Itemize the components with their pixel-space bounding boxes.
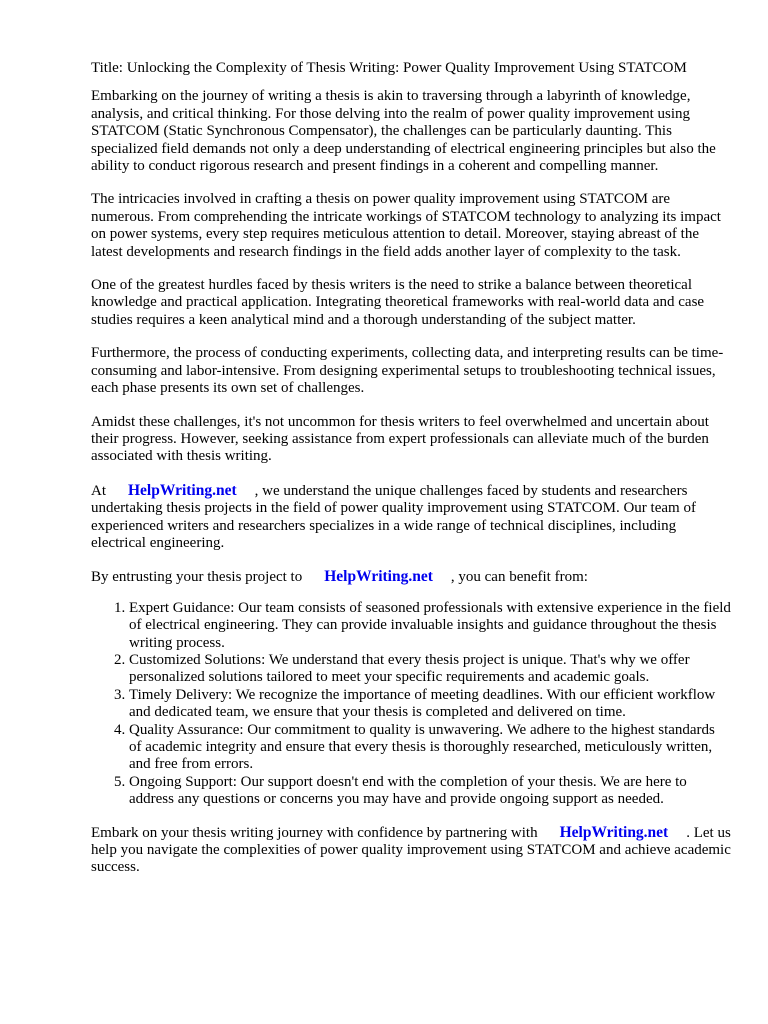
- paragraph-at: [91, 482, 731, 553]
- paragraph-closing: [91, 824, 731, 877]
- at-suffix: , we understand the unique challenges faced by students and researchers undertaking thesis projects in the field of power quality improvement using STATCOM. Our team of experienced writers and researchers specializes in a wide range of technical disciplines, including electrical engineering.: [91, 482, 696, 551]
- paragraph-hurdles: One of the greatest hurdles faced by thesis writers is the need to strike a balance between theoretical knowledge and practical application. Integrating theoretical frameworks with real-world data and case studies requires a keen analytical mind and a thorough understanding of the subject matter.: [91, 277, 705, 328]
- document-page: [91, 60, 731, 893]
- paragraph-experiments: Furthermore, the process of conducting experiments, collecting data, and interpreting results can be time-consuming and labor-intensive. From designing experimental setups to troubleshooting technical issues, each phase presents its own set of challenges.: [91, 345, 724, 397]
- closing-prefix: Embark on your thesis writing journey with confidence by partnering with: [91, 824, 538, 841]
- paragraph-challenges: Amidst these challenges, it's not uncommon for thesis writers to feel overwhelmed and uncertain about their progress. However, seeking assistance from expert professionals can alleviate much of the burden associated with thesis writing.: [91, 413, 709, 465]
- list-item: 1. Expert Guidance: Our team consists of seasoned professionals with extensive experience in the field of electrical engineering. They can provide invaluable insights and guidance throughout the thesis writing process.: [129, 600, 731, 652]
- list-item: 4. Quality Assurance: Our commitment to quality is unwavering. We adhere to the highest standards of academic integrity and ensure that every thesis is thoroughly researched, meticulously written, and free from errors.: [129, 722, 731, 774]
- helpwriting-link[interactable]: HelpWriting.net: [324, 568, 433, 586]
- entrust-suffix: , you can benefit from:: [450, 569, 588, 586]
- list-item: 5. Ongoing Support: Our support doesn't end with the completion of your thesis. We are here to address any questions or concerns you may have and provide ongoing support as needed.: [129, 774, 731, 809]
- list-item: 3. Timely Delivery: We recognize the importance of meeting deadlines. With our efficient workflow and dedicated team, we ensure that your thesis is completed and delivered on time.: [129, 687, 731, 722]
- benefits-list: [91, 600, 731, 809]
- list-item: 2. Customized Solutions: We understand that every thesis project is unique. That's why we offer personalized solutions tailored to meet your specific requirements and academic goals.: [129, 652, 731, 687]
- closing-suffix: . Let us help you navigate the complexities of power quality improvement using STATCOM and achieve academic success.: [91, 824, 731, 876]
- helpwriting-link[interactable]: HelpWriting.net: [559, 823, 669, 841]
- entrust-prefix: By entrusting your thesis project to: [91, 569, 303, 586]
- paragraph-intricacies: The intricacies involved in crafting a thesis on power quality improvement using STATCOM are numerous. From comprehending the intricate workings of STATCOM technology to analyzing its impact on power systems, every step requires meticulous attention to detail. Moreover, staying abreast of the latest developments and research findings in the field adds another layer of complexity to the task.: [91, 191, 721, 260]
- paragraph-entrust: [91, 568, 731, 586]
- at-prefix: At: [91, 482, 106, 499]
- paragraph-intro: Embarking on the journey of writing a thesis is akin to traversing through a labyrinth of knowledge, analysis, and critical thinking. For those delving into the realm of power quality improvement using STATCOM (Static Synchronous Compensator), the challenges can be particularly daunting. This specialized field demands not only a deep understanding of electrical engineering principles but also the ability to conduct rigorous research and present findings in a coherent and compelling manner.: [91, 88, 716, 175]
- helpwriting-link[interactable]: HelpWriting.net: [128, 481, 237, 499]
- document-title: Title: Unlocking the Complexity of Thesis Writing: Power Quality Improvement Using STATCOM: [91, 60, 687, 76]
